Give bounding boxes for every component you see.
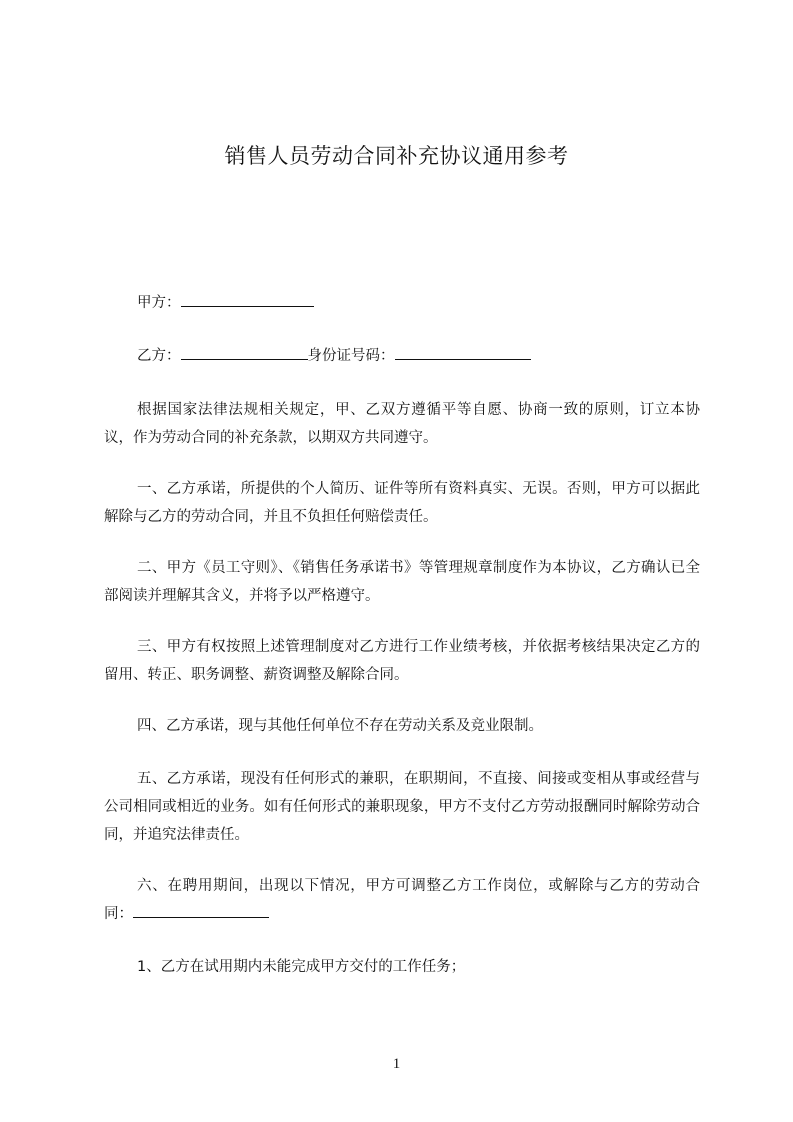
paragraph-clause-3: 三、甲方有权按照上述管理制度对乙方进行工作业绩考核，并依据考核结果决定乙方的留用、转正、职务调整、薪资调整及解除合同。 xyxy=(104,639,700,683)
page-number: 1 xyxy=(392,1056,401,1072)
clause-6-text: 六、在聘用期间，出现以下情况，甲方可调整乙方工作岗位，或解除与乙方的劳动合同： xyxy=(104,878,700,922)
paragraph-intro: 根据国家法律法规相关规定，甲、乙双方遵循平等自愿、协商一致的原则，订立本协议，作为劳动合同的补充条款，以期双方共同遵守。 xyxy=(104,402,700,446)
party-a-blank xyxy=(181,292,314,307)
party-a-line xyxy=(137,292,314,313)
paragraph-clause-5: 五、乙方承诺，现没有任何形式的兼职，在职期间，不直接、间接或变相从事或经营与公司相同或相近的业务。如有任何形式的兼职现象，甲方不支付乙方劳动报酬同时解除劳动合同，并追究法律责任。 xyxy=(104,771,700,843)
paragraph-clause-6 xyxy=(104,872,700,928)
party-b-label: 乙方： xyxy=(137,348,181,364)
id-number-label: 身份证号码： xyxy=(307,348,395,364)
document-title: 销售人员劳动合同补充协议通用参考 xyxy=(224,144,569,168)
clause-6-blank xyxy=(133,903,269,918)
party-b-blank xyxy=(181,345,308,360)
party-b-line xyxy=(137,345,531,366)
paragraph-clause-1: 一、乙方承诺，所提供的个人简历、证件等所有资料真实、无误。否则，甲方可以据此解除与乙方的劳动合同，并且不负担任何赔偿责任。 xyxy=(104,481,700,525)
paragraph-clause-2: 二、甲方《员工守则》、《销售任务承诺书》等管理规章制度作为本协议，乙方确认已全部阅读并理解其含义，并将予以严格遵守。 xyxy=(104,560,700,604)
party-a-label: 甲方： xyxy=(137,295,181,311)
paragraph-clause-4: 四、乙方承诺，现与其他任何单位不存在劳动关系及竞业限制。 xyxy=(137,718,543,734)
id-number-blank xyxy=(395,345,531,360)
list-item-1: 1、乙方在试用期内未能完成甲方交付的工作任务； xyxy=(137,959,466,975)
